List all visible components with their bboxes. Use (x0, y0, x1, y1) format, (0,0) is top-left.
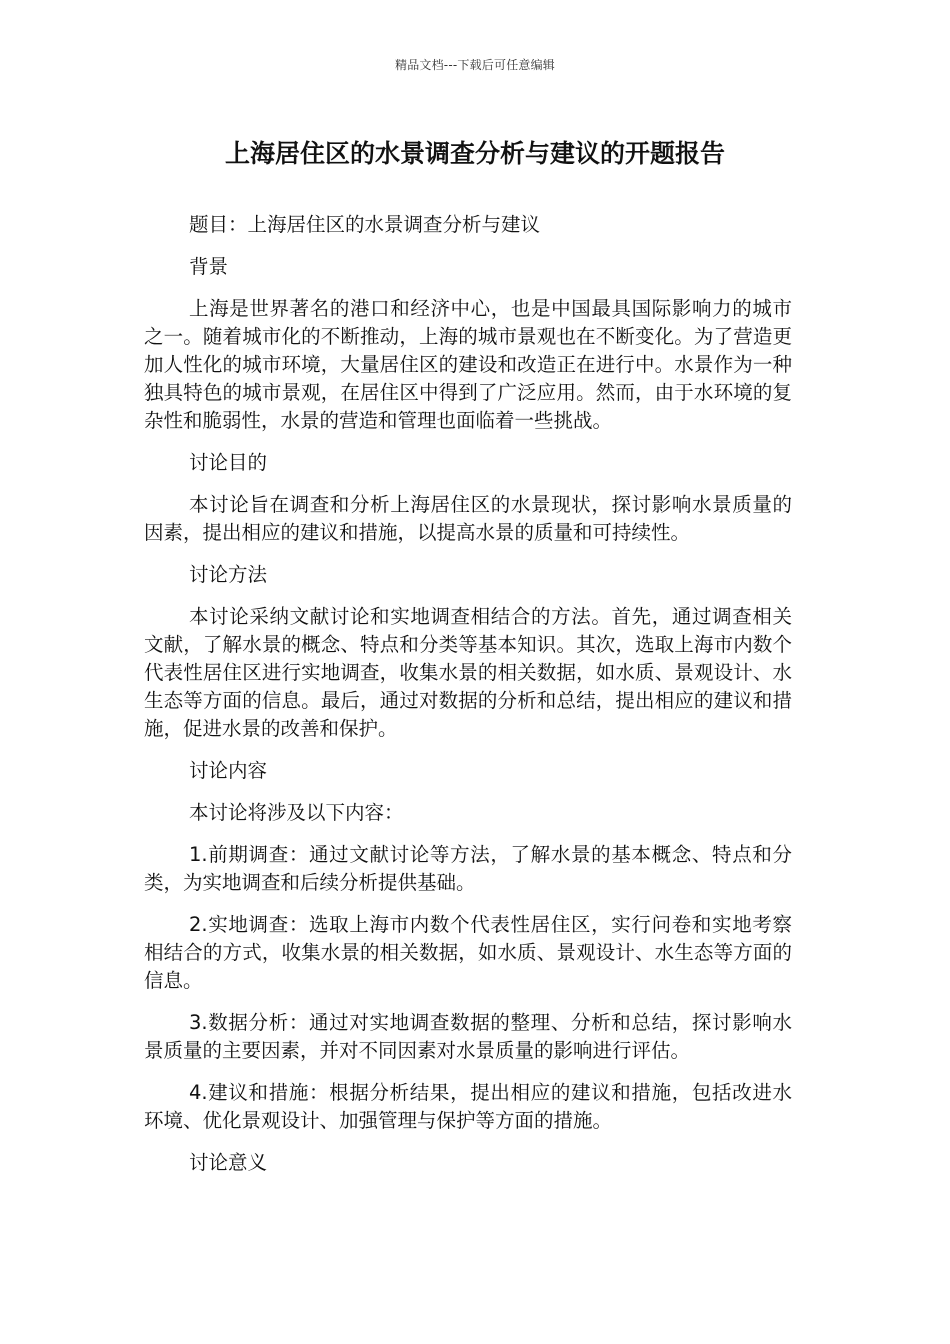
background-heading: 背景 (189, 255, 229, 278)
content-item-4: 4.建议和措施：根据分析结果，提出相应的建议和措施，包括改进水环境、优化景观设计、加强管理与保护等方面的措施。 (144, 1081, 792, 1132)
content-item-2: 2.实地调查：选取上海市内数个代表性居住区，实行问卷和实地考察相结合的方式，收集水景的相关数据，如水质、景观设计、水生态等方面的信息。 (144, 913, 792, 992)
method-paragraph: 本讨论采纳文献讨论和实地调查相结合的方法。首先，通过调查相关文献，了解水景的概念、特点和分类等基本知识。其次，选取上海市内数个代表性居住区进行实地调查，收集水景的相关数据，如水质、景观设计、水生态等方面的信息。最后，通过对数据的分析和总结，提出相应的建议和措施，促进水景的改善和保护。 (144, 605, 792, 740)
content-item-1: 1.前期调查：通过文献讨论等方法，了解水景的基本概念、特点和分类，为实地调查和后续分析提供基础。 (144, 843, 792, 894)
topic-line: 题目：上海居住区的水景调查分析与建议 (189, 213, 541, 236)
purpose-paragraph: 本讨论旨在调查和分析上海居住区的水景现状，探讨影响水景质量的因素，提出相应的建议和措施，以提高水景的质量和可持续性。 (144, 493, 792, 544)
header-note: 精品文档---下载后可任意编辑 (395, 58, 555, 72)
significance-heading: 讨论意义 (189, 1151, 268, 1174)
purpose-heading: 讨论目的 (189, 451, 268, 474)
method-heading: 讨论方法 (189, 563, 268, 586)
content-item-3: 3.数据分析：通过对实地调查数据的整理、分析和总结，探讨影响水景质量的主要因素，并对不同因素对水景质量的影响进行评估。 (144, 1011, 792, 1062)
document-body (144, 211, 792, 1191)
content-intro: 本讨论将涉及以下内容： (189, 801, 404, 824)
document-title: 上海居住区的水景调查分析与建议的开题报告 (224, 139, 725, 168)
content-heading: 讨论内容 (189, 759, 268, 782)
background-paragraph: 上海是世界著名的港口和经济中心，也是中国最具国际影响力的城市之一。随着城市化的不断推动，上海的城市景观也在不断变化。为了营造更加人性化的城市环境，大量居住区的建设和改造正在进行中。水景作为一种独具特色的城市景观，在居住区中得到了广泛应用。然而，由于水环境的复杂性和脆弱性，水景的营造和管理也面临着一些挑战。 (144, 297, 792, 432)
